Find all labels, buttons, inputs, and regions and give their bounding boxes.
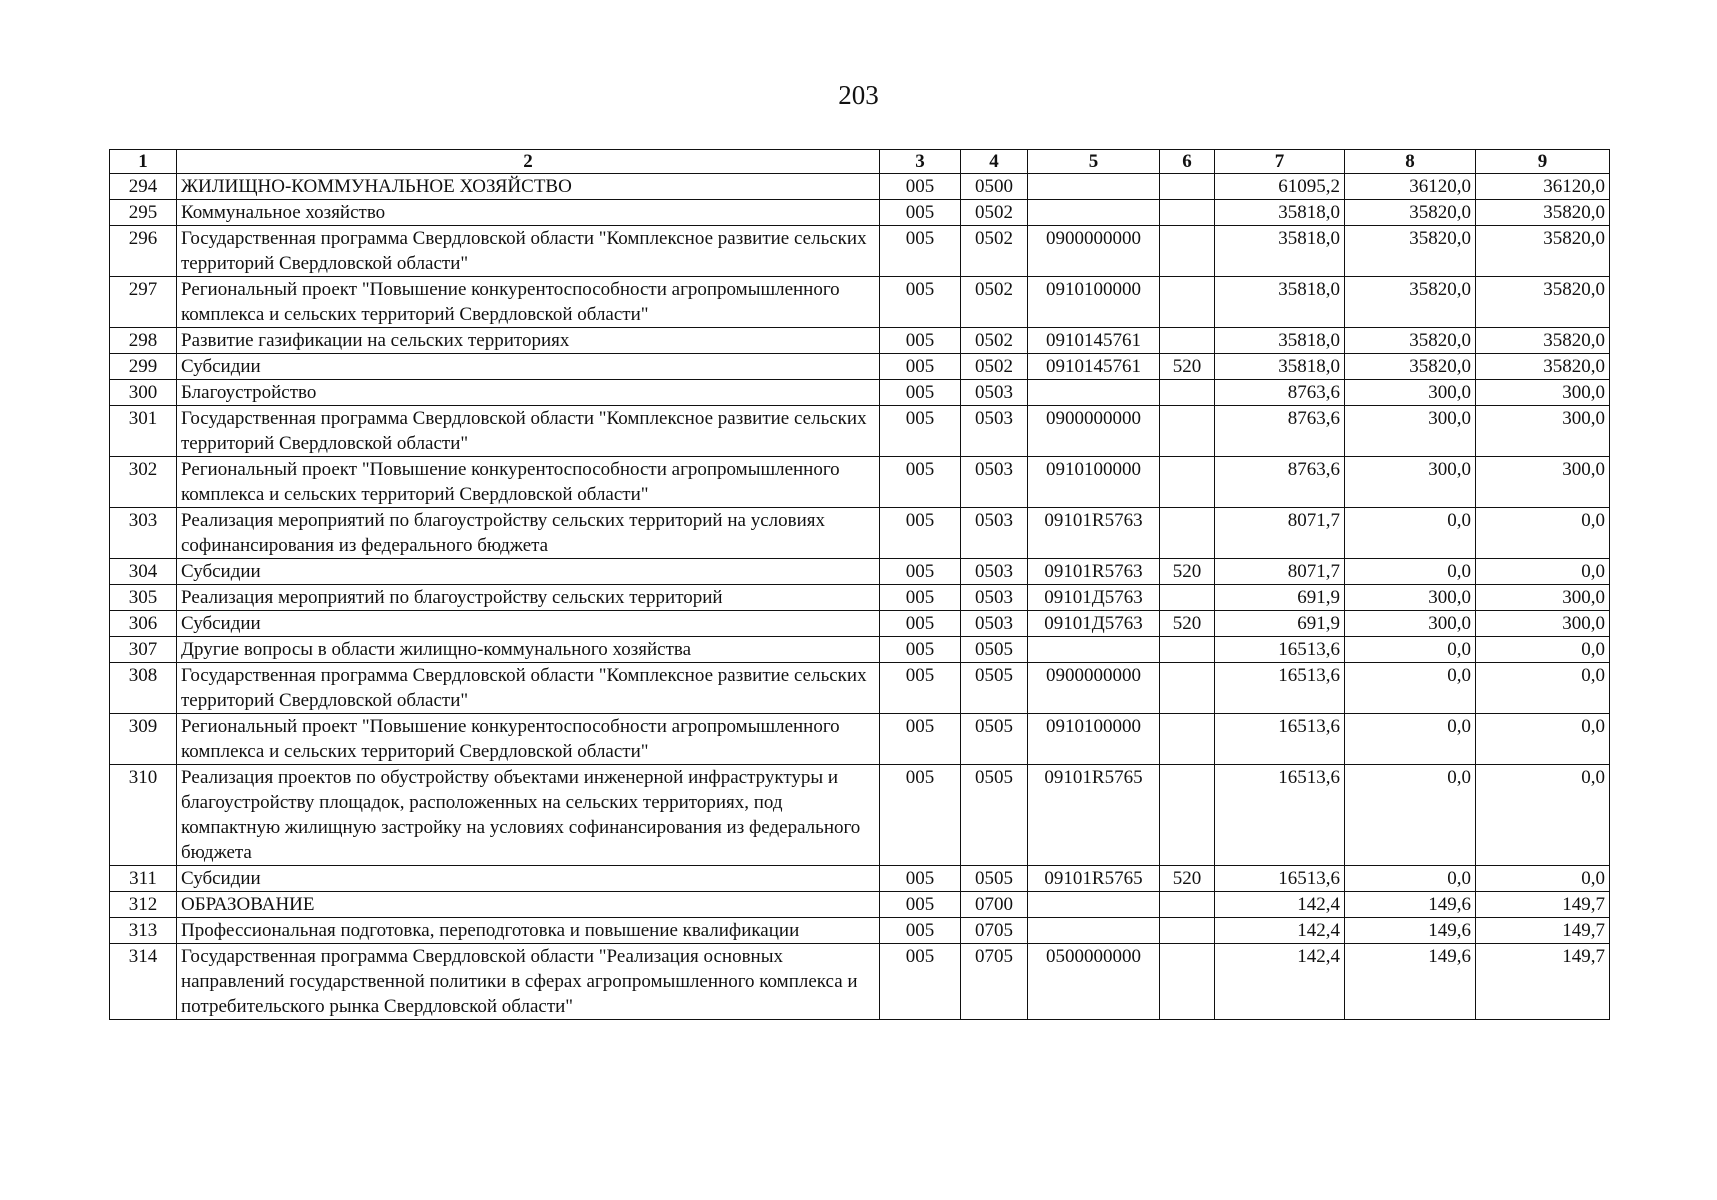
section-code: 0502: [961, 200, 1028, 226]
row-name: Государственная программа Свердловской области "Комплексное развитие сельских территорий Свердловской области": [177, 663, 880, 714]
row-name: ЖИЛИЩНО-КОММУНАЛЬНОЕ ХОЗЯЙСТВО: [177, 174, 880, 200]
table-row: [110, 200, 1610, 226]
amount-col-8: 35820,0: [1345, 226, 1476, 277]
amount-col-7: 16513,6: [1215, 866, 1345, 892]
section-code: 0503: [961, 585, 1028, 611]
section-code: 0503: [961, 406, 1028, 457]
section-code: 0505: [961, 866, 1028, 892]
table-row: [110, 508, 1610, 559]
section-code: 0503: [961, 611, 1028, 637]
section-code: 0705: [961, 944, 1028, 1020]
expense-type-code: [1160, 380, 1215, 406]
amount-col-9: 0,0: [1476, 508, 1610, 559]
expense-type-code: [1160, 226, 1215, 277]
amount-col-8: 35820,0: [1345, 200, 1476, 226]
target-article-code: [1028, 174, 1160, 200]
target-article-code: 0500000000: [1028, 944, 1160, 1020]
row-number: 294: [110, 174, 177, 200]
ministry-code: 005: [880, 406, 961, 457]
row-number: 299: [110, 354, 177, 380]
row-number: 305: [110, 585, 177, 611]
table-row: [110, 611, 1610, 637]
section-code: 0502: [961, 328, 1028, 354]
table-row: [110, 406, 1610, 457]
amount-col-8: 300,0: [1345, 406, 1476, 457]
section-code: 0505: [961, 637, 1028, 663]
expense-type-code: [1160, 328, 1215, 354]
target-article-code: 0900000000: [1028, 663, 1160, 714]
row-name: ОБРАЗОВАНИЕ: [177, 892, 880, 918]
expense-type-code: [1160, 663, 1215, 714]
expense-type-code: [1160, 765, 1215, 866]
target-article-code: 09101Д5763: [1028, 585, 1160, 611]
section-code: 0505: [961, 714, 1028, 765]
amount-col-8: 35820,0: [1345, 328, 1476, 354]
row-name: Развитие газификации на сельских территориях: [177, 328, 880, 354]
section-code: 0503: [961, 380, 1028, 406]
ministry-code: 005: [880, 663, 961, 714]
amount-col-7: 16513,6: [1215, 765, 1345, 866]
ministry-code: 005: [880, 354, 961, 380]
target-article-code: 0910100000: [1028, 277, 1160, 328]
section-code: 0505: [961, 765, 1028, 866]
row-name: Благоустройство: [177, 380, 880, 406]
expense-type-code: [1160, 508, 1215, 559]
row-number: 314: [110, 944, 177, 1020]
row-name: Субсидии: [177, 559, 880, 585]
amount-col-7: 35818,0: [1215, 354, 1345, 380]
row-number: 300: [110, 380, 177, 406]
amount-col-8: 300,0: [1345, 457, 1476, 508]
table-row: [110, 866, 1610, 892]
row-number: 298: [110, 328, 177, 354]
amount-col-9: 149,7: [1476, 918, 1610, 944]
table-row: [110, 380, 1610, 406]
amount-col-7: 16513,6: [1215, 714, 1345, 765]
target-article-code: 0910100000: [1028, 457, 1160, 508]
row-number: 301: [110, 406, 177, 457]
amount-col-8: 0,0: [1345, 508, 1476, 559]
row-number: 296: [110, 226, 177, 277]
amount-col-7: 142,4: [1215, 918, 1345, 944]
amount-col-9: 300,0: [1476, 406, 1610, 457]
budget-table: [109, 149, 1610, 1020]
amount-col-7: 8071,7: [1215, 559, 1345, 585]
amount-col-8: 0,0: [1345, 765, 1476, 866]
amount-col-7: 8763,6: [1215, 380, 1345, 406]
expense-type-code: 520: [1160, 611, 1215, 637]
expense-type-code: [1160, 892, 1215, 918]
section-code: 0503: [961, 559, 1028, 585]
amount-col-9: 36120,0: [1476, 174, 1610, 200]
page-number: 203: [838, 80, 879, 110]
ministry-code: 005: [880, 918, 961, 944]
ministry-code: 005: [880, 637, 961, 663]
expense-type-code: [1160, 637, 1215, 663]
expense-type-code: [1160, 200, 1215, 226]
row-number: 308: [110, 663, 177, 714]
amount-col-9: 35820,0: [1476, 200, 1610, 226]
amount-col-9: 300,0: [1476, 585, 1610, 611]
expense-type-code: [1160, 585, 1215, 611]
row-number: 310: [110, 765, 177, 866]
amount-col-8: 149,6: [1345, 892, 1476, 918]
expense-type-code: [1160, 457, 1215, 508]
amount-col-9: 300,0: [1476, 611, 1610, 637]
amount-col-8: 300,0: [1345, 380, 1476, 406]
amount-col-8: 149,6: [1345, 944, 1476, 1020]
target-article-code: [1028, 380, 1160, 406]
table-row: [110, 944, 1610, 1020]
target-article-code: 0910145761: [1028, 354, 1160, 380]
amount-col-9: 0,0: [1476, 714, 1610, 765]
row-name: Субсидии: [177, 354, 880, 380]
table-row: [110, 918, 1610, 944]
target-article-code: 0900000000: [1028, 406, 1160, 457]
target-article-code: 09101R5763: [1028, 508, 1160, 559]
header-col-9: 9: [1476, 150, 1610, 174]
ministry-code: 005: [880, 866, 961, 892]
ministry-code: 005: [880, 714, 961, 765]
target-article-code: 0900000000: [1028, 226, 1160, 277]
table-row: [110, 714, 1610, 765]
amount-col-7: 691,9: [1215, 585, 1345, 611]
expense-type-code: 520: [1160, 866, 1215, 892]
amount-col-9: 35820,0: [1476, 226, 1610, 277]
amount-col-8: 300,0: [1345, 611, 1476, 637]
row-number: 309: [110, 714, 177, 765]
row-name: Региональный проект "Повышение конкурентоспособности агропромышленного комплекса и сельских территорий Свердловской области": [177, 714, 880, 765]
amount-col-7: 8763,6: [1215, 457, 1345, 508]
ministry-code: 005: [880, 200, 961, 226]
section-code: 0503: [961, 457, 1028, 508]
amount-col-7: 35818,0: [1215, 328, 1345, 354]
section-code: 0502: [961, 354, 1028, 380]
amount-col-9: 0,0: [1476, 866, 1610, 892]
amount-col-9: 149,7: [1476, 944, 1610, 1020]
row-number: 295: [110, 200, 177, 226]
row-name: Коммунальное хозяйство: [177, 200, 880, 226]
ministry-code: 005: [880, 585, 961, 611]
row-name: Региональный проект "Повышение конкурентоспособности агропромышленного комплекса и сельских территорий Свердловской области": [177, 277, 880, 328]
table-row: [110, 663, 1610, 714]
amount-col-9: 0,0: [1476, 637, 1610, 663]
amount-col-7: 16513,6: [1215, 663, 1345, 714]
expense-type-code: [1160, 277, 1215, 328]
ministry-code: 005: [880, 892, 961, 918]
expense-type-code: [1160, 918, 1215, 944]
amount-col-9: 0,0: [1476, 765, 1610, 866]
amount-col-8: 35820,0: [1345, 277, 1476, 328]
ministry-code: 005: [880, 508, 961, 559]
row-name: Реализация проектов по обустройству объектами инженерной инфраструктуры и благоустройству площадок, расположенных на сельских территориях, под компактную жилищную застройку на условиях софинансирования из федерального бюджета: [177, 765, 880, 866]
ministry-code: 005: [880, 328, 961, 354]
row-name: Государственная программа Свердловской области "Комплексное развитие сельских территорий Свердловской области": [177, 406, 880, 457]
amount-col-9: 35820,0: [1476, 354, 1610, 380]
table-row: [110, 585, 1610, 611]
table-header: [110, 150, 1610, 174]
ministry-code: 005: [880, 765, 961, 866]
row-name: Региональный проект "Повышение конкурентоспособности агропромышленного комплекса и сельских территорий Свердловской области": [177, 457, 880, 508]
row-name: Реализация мероприятий по благоустройству сельских территорий: [177, 585, 880, 611]
amount-col-8: 300,0: [1345, 585, 1476, 611]
target-article-code: 0910100000: [1028, 714, 1160, 765]
target-article-code: 09101R5765: [1028, 765, 1160, 866]
amount-col-8: 36120,0: [1345, 174, 1476, 200]
amount-col-7: 35818,0: [1215, 200, 1345, 226]
target-article-code: 09101Д5763: [1028, 611, 1160, 637]
amount-col-8: 0,0: [1345, 637, 1476, 663]
amount-col-9: 149,7: [1476, 892, 1610, 918]
table-row: [110, 457, 1610, 508]
header-col-3: 3: [880, 150, 961, 174]
expense-type-code: [1160, 174, 1215, 200]
row-number: 302: [110, 457, 177, 508]
ministry-code: 005: [880, 944, 961, 1020]
row-name: Субсидии: [177, 611, 880, 637]
header-col-2: 2: [177, 150, 880, 174]
amount-col-7: 142,4: [1215, 944, 1345, 1020]
ministry-code: 005: [880, 174, 961, 200]
expense-type-code: [1160, 714, 1215, 765]
amount-col-8: 149,6: [1345, 918, 1476, 944]
amount-col-7: 35818,0: [1215, 277, 1345, 328]
amount-col-9: 0,0: [1476, 559, 1610, 585]
table-row: [110, 892, 1610, 918]
row-number: 303: [110, 508, 177, 559]
amount-col-7: 61095,2: [1215, 174, 1345, 200]
row-number: 307: [110, 637, 177, 663]
header-col-8: 8: [1345, 150, 1476, 174]
table-row: [110, 354, 1610, 380]
amount-col-8: 0,0: [1345, 866, 1476, 892]
amount-col-9: 300,0: [1476, 380, 1610, 406]
amount-col-8: 0,0: [1345, 663, 1476, 714]
header-col-4: 4: [961, 150, 1028, 174]
table-row: [110, 637, 1610, 663]
section-code: 0705: [961, 918, 1028, 944]
amount-col-7: 691,9: [1215, 611, 1345, 637]
target-article-code: 09101R5765: [1028, 866, 1160, 892]
section-code: 0500: [961, 174, 1028, 200]
header-row: [110, 150, 1610, 174]
table-row: [110, 765, 1610, 866]
header-col-5: 5: [1028, 150, 1160, 174]
amount-col-7: 35818,0: [1215, 226, 1345, 277]
target-article-code: [1028, 637, 1160, 663]
amount-col-9: 35820,0: [1476, 277, 1610, 328]
amount-col-8: 0,0: [1345, 559, 1476, 585]
row-name: Другие вопросы в области жилищно-коммунального хозяйства: [177, 637, 880, 663]
row-number: 297: [110, 277, 177, 328]
target-article-code: [1028, 918, 1160, 944]
table-row: [110, 174, 1610, 200]
header-col-6: 6: [1160, 150, 1215, 174]
ministry-code: 005: [880, 226, 961, 277]
header-col-7: 7: [1215, 150, 1345, 174]
table-row: [110, 328, 1610, 354]
row-name: Государственная программа Свердловской области "Реализация основных направлений государственной политики в сферах агропромышленного комплекса и потребительского рынка Свердловской области": [177, 944, 880, 1020]
header-col-1: 1: [110, 150, 177, 174]
expense-type-code: [1160, 406, 1215, 457]
expense-type-code: [1160, 944, 1215, 1020]
ministry-code: 005: [880, 457, 961, 508]
ministry-code: 005: [880, 277, 961, 328]
amount-col-9: 35820,0: [1476, 328, 1610, 354]
section-code: 0700: [961, 892, 1028, 918]
section-code: 0503: [961, 508, 1028, 559]
amount-col-8: 0,0: [1345, 714, 1476, 765]
amount-col-7: 142,4: [1215, 892, 1345, 918]
amount-col-7: 8071,7: [1215, 508, 1345, 559]
section-code: 0502: [961, 277, 1028, 328]
amount-col-7: 16513,6: [1215, 637, 1345, 663]
expense-type-code: 520: [1160, 559, 1215, 585]
row-number: 311: [110, 866, 177, 892]
ministry-code: 005: [880, 380, 961, 406]
ministry-code: 005: [880, 611, 961, 637]
table-row: [110, 226, 1610, 277]
table-row: [110, 277, 1610, 328]
target-article-code: 0910145761: [1028, 328, 1160, 354]
row-number: 304: [110, 559, 177, 585]
table-row: [110, 559, 1610, 585]
row-number: 306: [110, 611, 177, 637]
amount-col-7: 8763,6: [1215, 406, 1345, 457]
amount-col-8: 35820,0: [1345, 354, 1476, 380]
table-body: [110, 174, 1610, 1020]
expense-type-code: 520: [1160, 354, 1215, 380]
row-number: 313: [110, 918, 177, 944]
ministry-code: 005: [880, 559, 961, 585]
amount-col-9: 300,0: [1476, 457, 1610, 508]
target-article-code: [1028, 200, 1160, 226]
row-name: Государственная программа Свердловской области "Комплексное развитие сельских территорий Свердловской области": [177, 226, 880, 277]
section-code: 0502: [961, 226, 1028, 277]
row-name: Субсидии: [177, 866, 880, 892]
row-name: Реализация мероприятий по благоустройству сельских территорий на условиях софинансирования из федерального бюджета: [177, 508, 880, 559]
row-number: 312: [110, 892, 177, 918]
row-name: Профессиональная подготовка, переподготовка и повышение квалификации: [177, 918, 880, 944]
target-article-code: 09101R5763: [1028, 559, 1160, 585]
section-code: 0505: [961, 663, 1028, 714]
amount-col-9: 0,0: [1476, 663, 1610, 714]
target-article-code: [1028, 892, 1160, 918]
